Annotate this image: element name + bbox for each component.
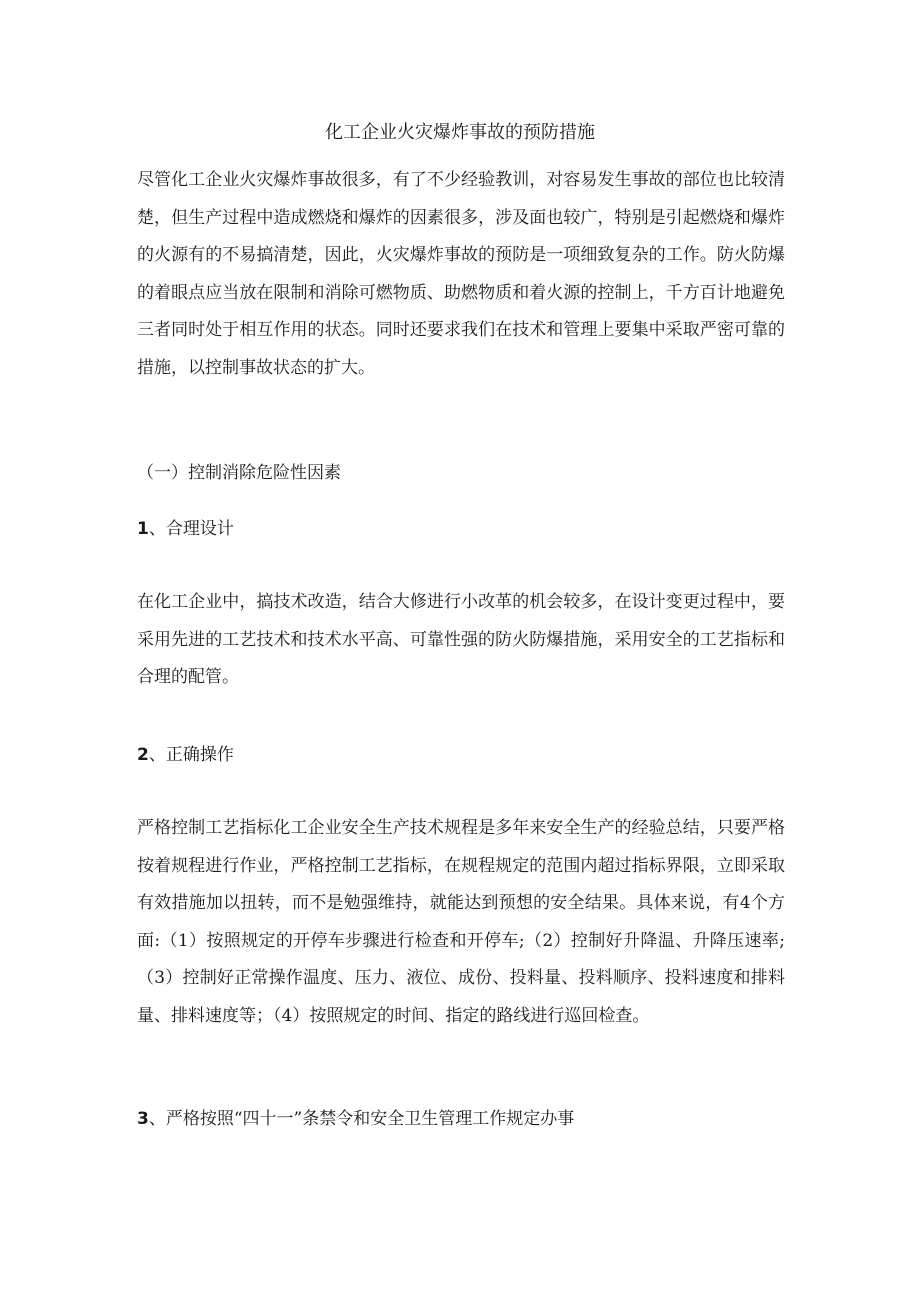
item-number-1: 1 xyxy=(137,519,149,539)
item-title-1: 、合理设计 xyxy=(148,519,234,539)
document-title: 化工企业火灾爆炸事故的预防措施 xyxy=(325,122,595,143)
item-heading-2 xyxy=(137,742,785,768)
section-heading-1: （一）控制消除危险性因素 xyxy=(137,463,341,483)
item-number-2: 2 xyxy=(137,745,149,765)
item-body-2: 严格控制工艺指标化工企业安全生产技术规程是多年来安全生产的经验总结，只要严格按着规程进行作业，严格控制工艺指标，在规程规定的范围内超过指标界限，立即采取有效措施加以扭转，而不是勉强维持，就能达到预想的安全结果。具体来说，有4个方面:（1）按照规定的开停车步骤进行检查和开停车;（2）控制好升降温、升降压速率;（3）控制好正常操作温度、压力、液位、成份、投料量、投料顺序、投料速度和排料量、排料速度等；（4）按照规定的时间、指定的路线进行巡回检查。 xyxy=(137,818,785,1026)
item-title-3: 、严格按照“四十一”条禁令和安全卫生管理工作规定办事 xyxy=(148,1109,575,1129)
item-heading-3 xyxy=(137,1106,785,1132)
item-heading-1 xyxy=(137,516,785,542)
item-number-3: 3 xyxy=(137,1109,149,1129)
intro-paragraph: 尽管化工企业火灾爆炸事故很多，有了不少经验教训，对容易发生事故的部位也比较清楚，但生产过程中造成燃烧和爆炸的因素很多，涉及面也较广，特别是引起燃烧和爆炸的火源有的不易搞清楚，因此，火灾爆炸事故的预防是一项细致复杂的工作。防火防爆的着眼点应当放在限制和消除可燃物质、助燃物质和着火源的控制上，千方百计地避免三者同时处于相互作用的状态。同时还要求我们在技术和管理上要集中采取严密可靠的措施，以控制事故状态的扩大。 xyxy=(137,170,785,378)
item-title-2: 、正确操作 xyxy=(148,745,234,765)
item-body-1: 在化工企业中，搞技术改造，结合大修进行小改革的机会较多，在设计变更过程中，要采用先进的工艺技术和技术水平高、可靠性强的防火防爆措施，采用安全的工艺指标和合理的配管。 xyxy=(137,592,785,687)
